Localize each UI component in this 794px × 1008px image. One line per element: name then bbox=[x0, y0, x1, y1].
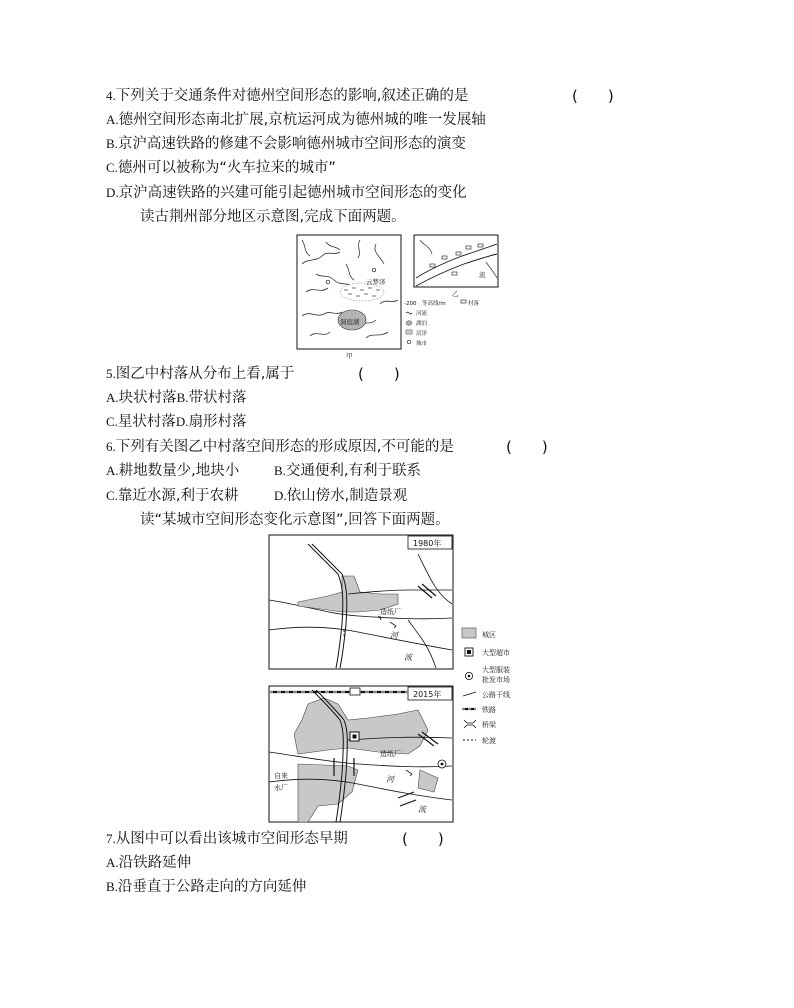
river-legend-icon bbox=[406, 312, 412, 314]
map-jia-panel bbox=[297, 235, 401, 360]
urban-legend-icon bbox=[462, 628, 476, 638]
q5-option-ab: A.块状村落B.带状村落 bbox=[106, 390, 247, 406]
legend-bridge: 桥梁 bbox=[482, 721, 496, 729]
map-yi-panel bbox=[414, 235, 498, 298]
q5-option-b-text: 带状村落 bbox=[188, 390, 247, 406]
village-marker bbox=[452, 272, 457, 275]
legend-supermarket: 大型超市 bbox=[482, 649, 510, 657]
q5-option-c-text: 星状村落 bbox=[117, 414, 176, 430]
city-legend-icon bbox=[407, 340, 411, 344]
river-he-2015: 河 bbox=[386, 775, 394, 784]
jingzhou-map-figure bbox=[296, 234, 500, 360]
village-marker bbox=[430, 264, 435, 267]
q6-stem-text: 下列有关图乙中村落空间形态的形成原因,不可能的是 bbox=[115, 439, 454, 455]
q6-answer-paren: ( ) bbox=[506, 438, 548, 456]
q5-answer-paren: ( ) bbox=[358, 365, 400, 383]
legend-railway: 铁路 bbox=[482, 706, 496, 714]
highway-legend-icon bbox=[463, 692, 476, 696]
q6-option-c: C.靠近水源,利于农耕 bbox=[106, 488, 239, 504]
q7-answer-paren: ( ) bbox=[402, 830, 444, 848]
intro-city-form: 读“某城市空间形态变化示意图”,回答下面两题。 bbox=[140, 512, 450, 528]
q4-stem-text: 下列关于交通条件对德州空间形态的影响,叙述正确的是 bbox=[115, 88, 469, 104]
legend-marsh: 沼泽 bbox=[416, 331, 428, 337]
q6-option-b: B.交通便利,有利于联系 bbox=[274, 463, 422, 479]
q5-stem bbox=[106, 364, 294, 384]
q4-number: 4. bbox=[106, 88, 116, 103]
waterworks-label-2: 水厂 bbox=[274, 784, 288, 792]
dongtinghu-label: 洞庭湖 bbox=[340, 318, 360, 326]
q4-stem bbox=[106, 86, 468, 106]
legend-lake: 湖泊 bbox=[416, 321, 428, 327]
village-legend-icon bbox=[461, 300, 466, 303]
legend-contour: 等高线/m bbox=[422, 301, 446, 307]
legend-village: 村落 bbox=[468, 301, 480, 307]
legend-highway: 公路干线 bbox=[482, 691, 510, 699]
yunmengze-label: 云梦泽 bbox=[366, 278, 386, 286]
city-marker bbox=[326, 280, 330, 284]
q5-option-cd: C.星状村落D.扇形村落 bbox=[106, 414, 247, 430]
legend-market-2: 批发市场 bbox=[482, 676, 510, 684]
legend-city: 城市 bbox=[416, 341, 428, 347]
year-2015-label: 2015年 bbox=[413, 690, 442, 699]
q7-stem-text: 从图中可以看出该城市空间形态早期 bbox=[115, 831, 348, 847]
lake-legend-icon bbox=[406, 321, 412, 325]
q4-option-b: B.京沪高速铁路的修建不会影响德州城市空间形态的演变 bbox=[106, 136, 466, 152]
q7-stem bbox=[106, 829, 348, 849]
q5-option-d-text: 扇形村落 bbox=[188, 414, 247, 430]
map-yi-label: 乙 bbox=[452, 290, 459, 298]
map-jia-label: 甲 bbox=[346, 352, 353, 360]
q6-option-a: A.耕地数量少,地块小 bbox=[106, 463, 240, 479]
village-marker bbox=[442, 256, 447, 259]
river-liu-1980: 流 bbox=[404, 653, 412, 662]
river-liu-2015: 流 bbox=[418, 805, 426, 814]
q7-option-a: A.沿铁路延伸 bbox=[106, 855, 192, 871]
map-yi-river-label: 流 bbox=[479, 271, 486, 279]
q7-number: 7. bbox=[106, 831, 116, 846]
q4-answer-paren: ( ) bbox=[572, 87, 614, 105]
q6-number: 6. bbox=[106, 439, 116, 454]
map1-legend bbox=[404, 299, 480, 347]
q7-option-b: B.沿垂直于公路走向的方向延伸 bbox=[106, 879, 307, 895]
q4-option-d: D.京沪高速铁路的兴建可能引起德州城市空间形态的变化 bbox=[106, 185, 467, 201]
q5-number: 5. bbox=[106, 366, 116, 381]
bridge-legend-icon bbox=[464, 720, 476, 728]
q6-option-d: D.依山傍水,制造景观 bbox=[274, 488, 408, 504]
q4-option-c: C.德州可以被称为“火车拉来的城市” bbox=[106, 160, 336, 176]
legend-urban: 城区 bbox=[482, 631, 496, 639]
city-form-map-figure bbox=[268, 534, 530, 824]
waterworks-label-1: 自来 bbox=[274, 772, 288, 780]
map-1980-panel bbox=[269, 535, 453, 669]
city-marker bbox=[372, 268, 376, 272]
river-he-1980: 河 bbox=[390, 631, 398, 640]
village-marker bbox=[456, 252, 461, 255]
q5-option-a-text: 块状村落 bbox=[118, 390, 177, 406]
year-1980-label: 1980年 bbox=[413, 539, 442, 548]
legend-contour-value: -200 bbox=[404, 301, 417, 307]
map-2015-panel bbox=[269, 686, 453, 822]
q5-stem-text: 图乙中村落从分布上看,属于 bbox=[115, 366, 295, 382]
paper-mill-1980-label: 造纸厂 bbox=[380, 608, 401, 616]
q6-stem bbox=[106, 437, 454, 457]
q4-option-a: A.德州空间形态南北扩展,京杭运河成为德州城的唯一发展轴 bbox=[106, 112, 486, 128]
intro-jingzhou: 读古荆州部分地区示意图,完成下面两题。 bbox=[140, 209, 406, 225]
legend-market-1: 大型服装 bbox=[482, 666, 510, 674]
paper-mill-2015-label: 造纸厂 bbox=[380, 750, 401, 758]
map2-legend bbox=[462, 628, 510, 745]
legend-river: 河流 bbox=[416, 311, 428, 317]
village-marker bbox=[466, 246, 471, 249]
village-marker bbox=[478, 244, 483, 247]
legend-ferry: 轮渡 bbox=[482, 737, 496, 745]
